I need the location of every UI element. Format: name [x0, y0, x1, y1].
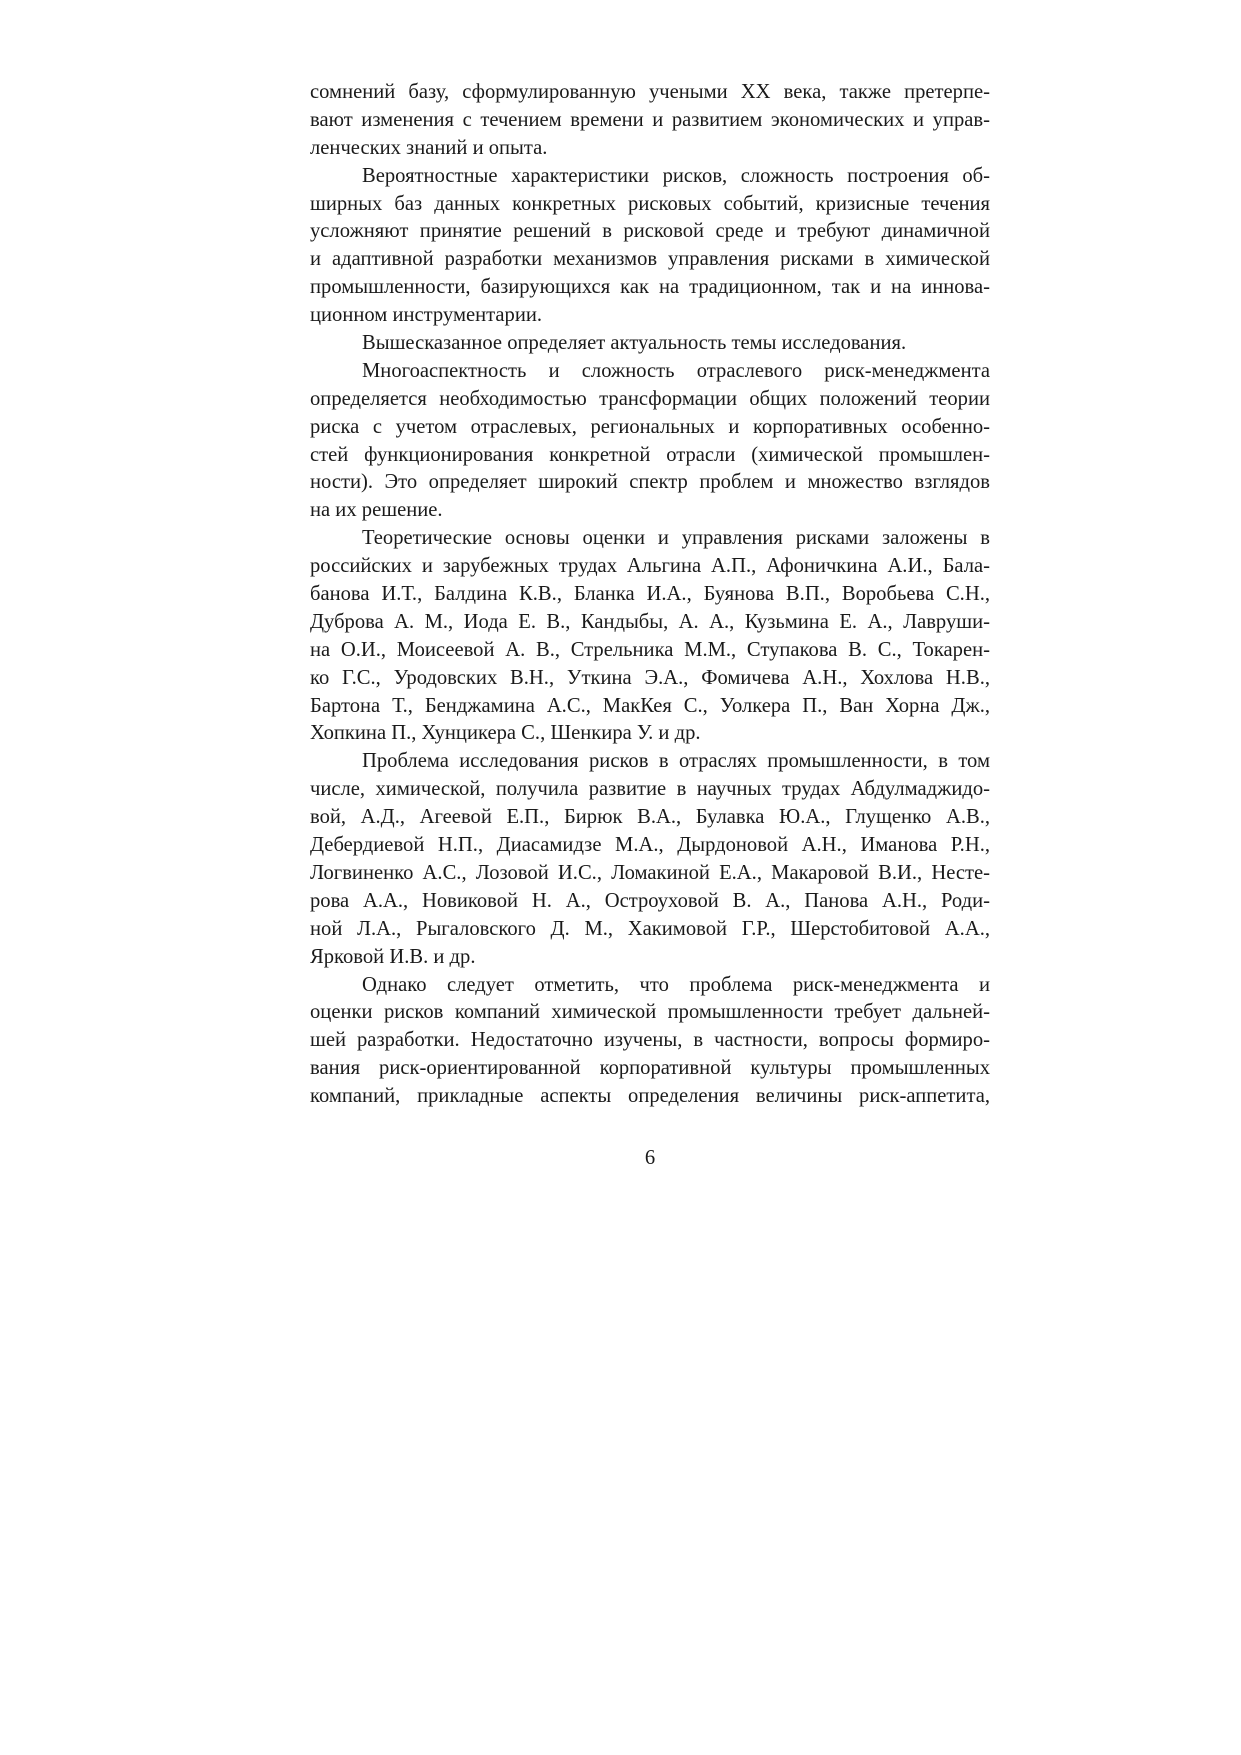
text-line: Проблема исследования рисков в отраслях промышленности, в том [362, 750, 990, 773]
text-line: вают изменения с течением времени и развитием экономических и управ- [310, 108, 990, 131]
text-line: вания риск-ориентированной корпоративной культуры промышленных [310, 1057, 990, 1080]
text-line: рова А.А., Новиковой Н. А., Остроуховой В. А., Панова А.Н., Роди- [310, 889, 990, 912]
text-line: ширных баз данных конкретных рисковых событий, кризисные течения [310, 192, 990, 215]
paragraph [310, 163, 990, 330]
paragraph [310, 79, 990, 163]
text-line: на их решение. [310, 499, 443, 522]
text-line: стей функционирования конкретной отрасли (химической промышлен- [310, 443, 990, 466]
paragraph [310, 748, 990, 971]
text-line: шей разработки. Недостаточно изучены, в частности, вопросы формиро- [310, 1029, 990, 1052]
text-line: компаний, прикладные аспекты определения величины риск-аппетита, [310, 1085, 990, 1108]
text-line: российских и зарубежных трудах Альгина А.П., Афоничкина А.И., Бала- [310, 555, 990, 578]
text-line: Теоретические основы оценки и управления рисками заложены в [362, 527, 990, 550]
text-line: ленческих знаний и опыта. [310, 136, 548, 159]
text-line: и адаптивной разработки механизмов управления рисками в химической [310, 248, 990, 271]
text-line: Дуброва А. М., Иода Е. В., Кандыбы, А. А., Кузьмина Е. А., Лавруши- [310, 610, 990, 633]
text-line: Хопкина П., Хунцикера С., Шенкира У. и др. [310, 722, 701, 745]
text-line: промышленности, базирующихся как на традиционном, так и на иннова- [310, 276, 990, 299]
paragraph [310, 525, 990, 748]
text-line: на О.И., Моисеевой А. В., Стрельника М.М., Ступакова В. С., Токарен- [310, 638, 990, 661]
text-line: ко Г.С., Уродовских В.Н., Уткина Э.А., Фомичева А.Н., Хохлова Н.В., [310, 666, 990, 689]
text-line: риска с учетом отраслевых, региональных и корпоративных особенно- [310, 415, 990, 438]
text-line: Вышесказанное определяет актуальность темы исследования. [362, 332, 907, 355]
paragraph [310, 972, 990, 1111]
text-line: ности). Это определяет широкий спектр проблем и множество взглядов [310, 471, 990, 494]
text-line: определяется необходимостью трансформации общих положений теории [310, 387, 990, 410]
paragraph [310, 330, 990, 358]
text-line: банова И.Т., Балдина К.В., Бланка И.А., Буянова В.П., Воробьева С.Н., [310, 583, 990, 606]
paragraph [310, 358, 990, 525]
text-line: Дебердиевой Н.П., Диасамидзе М.А., Дырдоновой А.Н., Иманова Р.Н., [310, 834, 990, 857]
page-number: 6 [644, 1147, 656, 1169]
text-line: ной Л.А., Рыгаловского Д. М., Хакимовой Г.Р., Шерстобитовой А.А., [310, 917, 990, 940]
text-line: Бартона Т., Бенджамина А.С., МакКея С., Уолкера П., Ван Хорна Дж., [310, 694, 990, 717]
text-line: ционном инструментарии. [310, 304, 543, 327]
text-line: вой, А.Д., Агеевой Е.П., Бирюк В.А., Булавка Ю.А., Глущенко А.В., [310, 806, 990, 829]
text-line: сомнений базу, сформулированную учеными XX века, также претерпе- [310, 81, 990, 103]
body-text [310, 79, 990, 1111]
text-line: Многоаспектность и сложность отраслевого риск-менеджмента [362, 359, 990, 382]
text-line: Вероятностные характеристики рисков, сложность построения об- [362, 164, 990, 187]
text-line: Логвиненко А.С., Лозовой И.С., Ломакиной Е.А., Макаровой В.И., Несте- [310, 861, 990, 884]
text-line: Ярковой И.В. и др. [310, 945, 476, 968]
text-line: оценки рисков компаний химической промышленности требует дальней- [310, 1001, 990, 1024]
text-line: усложняют принятие решений в рисковой среде и требуют динамичной [310, 220, 990, 243]
text-line: числе, химической, получила развитие в научных трудах Абдулмаджидо- [310, 778, 990, 801]
text-line: Однако следует отметить, что проблема риск-менеджмента и [362, 973, 990, 996]
